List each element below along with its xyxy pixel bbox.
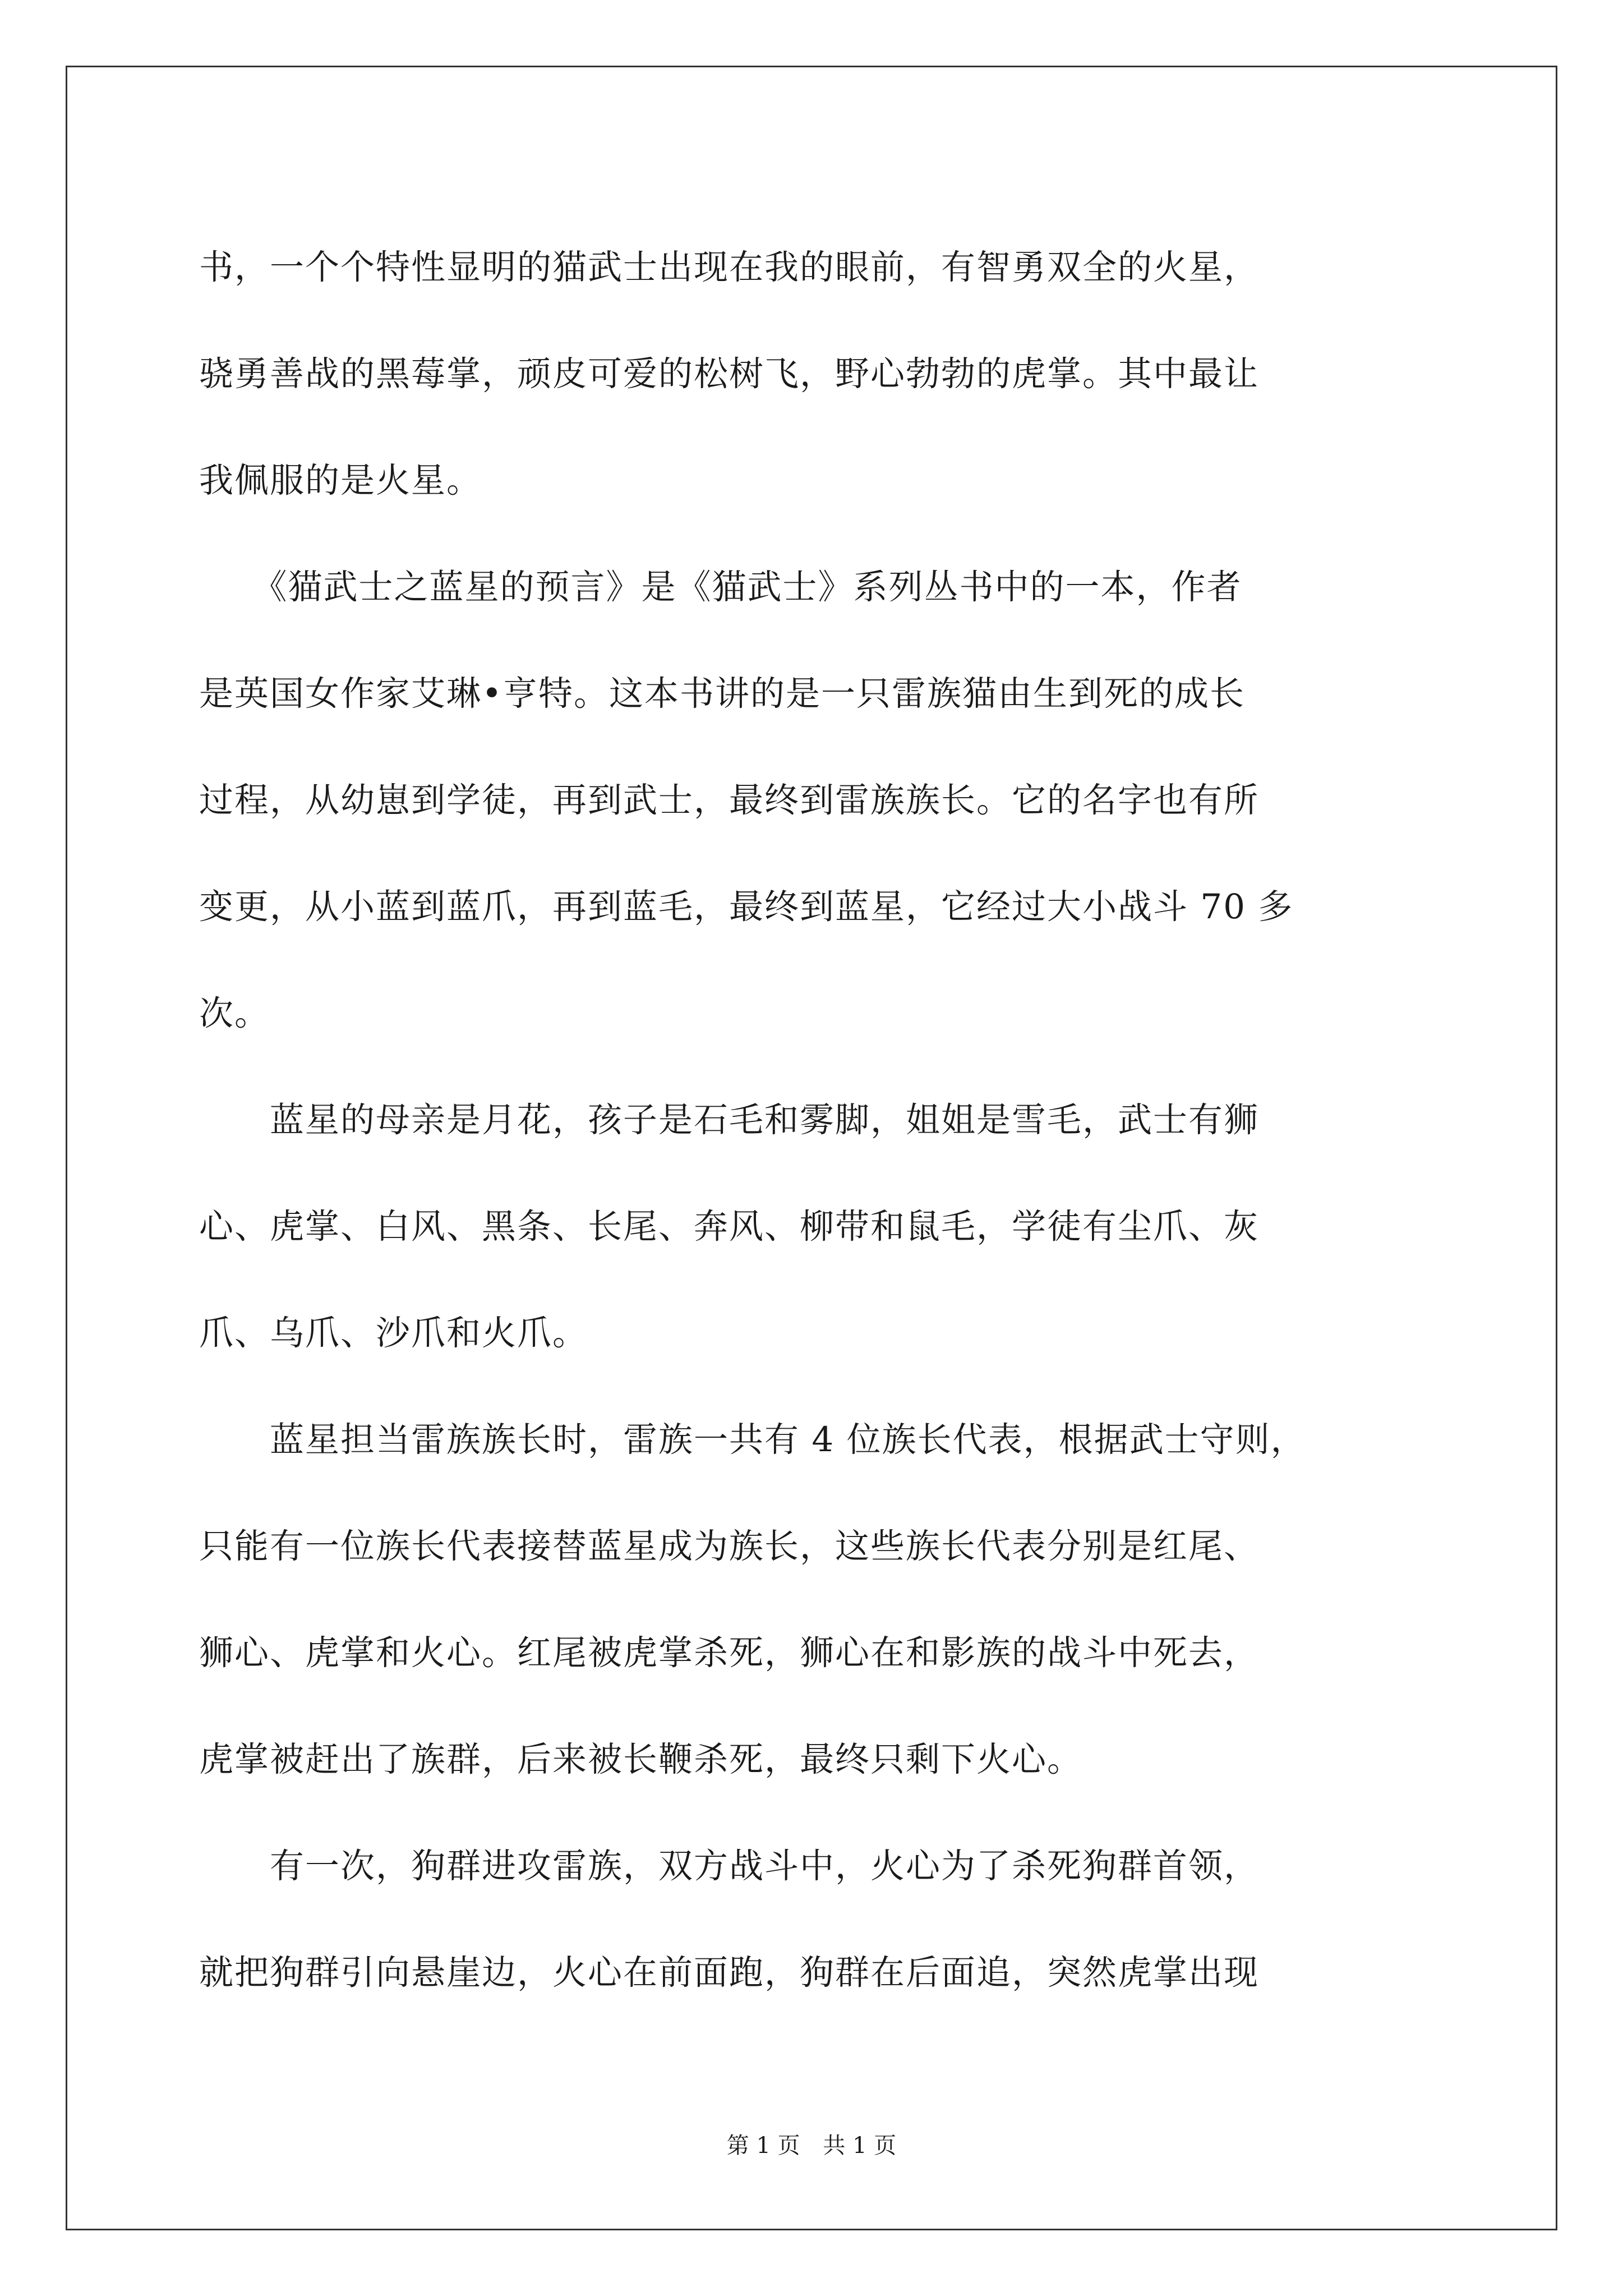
document-body <box>199 214 1424 2026</box>
text-line: 骁勇善战的黑莓掌，顽皮可爱的松树飞，野心勃勃的虎掌。其中最让 <box>199 354 1260 394</box>
text-line: 是英国女作家艾琳•亨特。这本书讲的是一只雷族猫由生到死的成长 <box>199 674 1245 714</box>
text-line: 《猫武士之蓝星的预言》是《猫武士》系列丛书中的一本，作者 <box>199 567 1242 607</box>
page-footer <box>0 2128 1623 2160</box>
text-line: 有一次，狗群进攻雷族，双方战斗中，火心为了杀死狗群首领， <box>199 1846 1260 1886</box>
text-line: 次。 <box>199 993 270 1033</box>
paragraph-3 <box>199 1067 1424 1387</box>
text-line: 心、虎掌、白风、黑条、长尾、奔风、柳带和鼠毛，学徒有尘爪、灰 <box>199 1207 1260 1246</box>
page-number: 第 1 页 <box>726 2133 800 2159</box>
text-line: 狮心、虎掌和火心。红尾被虎掌杀死，狮心在和影族的战斗中死去， <box>199 1633 1260 1673</box>
text-line: 虎掌被赶出了族群，后来被长鞭杀死，最终只剩下火心。 <box>199 1740 1083 1779</box>
text-line: 过程，从幼崽到学徒，再到武士，最终到雷族族长。它的名字也有所 <box>199 780 1260 820</box>
text-line: 只能有一位族长代表接替蓝星成为族长，这些族长代表分别是红尾、 <box>199 1526 1260 1566</box>
page-total: 共 1 页 <box>823 2133 897 2159</box>
text-line: 我佩服的是火星。 <box>199 461 482 500</box>
text-line: 就把狗群引向悬崖边，火心在前面跑，狗群在后面追，突然虎掌出现 <box>199 1953 1260 1993</box>
text-line: 书，一个个特性显明的猫武士出现在我的眼前，有智勇双全的火星， <box>199 247 1260 287</box>
text-line: 爪、乌爪、沙爪和火爪。 <box>199 1313 588 1353</box>
paragraph-5 <box>199 1813 1424 2026</box>
text-line: 蓝星的母亲是月花，孩子是石毛和雾脚，姐姐是雪毛，武士有狮 <box>199 1100 1260 1140</box>
text-line: 变更，从小蓝到蓝爪，再到蓝毛，最终到蓝星，它经过大小战斗 70 多 <box>199 887 1294 927</box>
paragraph-2 <box>199 534 1424 1067</box>
paragraph-1 <box>199 214 1424 534</box>
paragraph-4 <box>199 1387 1424 1813</box>
text-line: 蓝星担当雷族族长时，雷族一共有 4 位族长代表，根据武士守则， <box>199 1420 1306 1460</box>
